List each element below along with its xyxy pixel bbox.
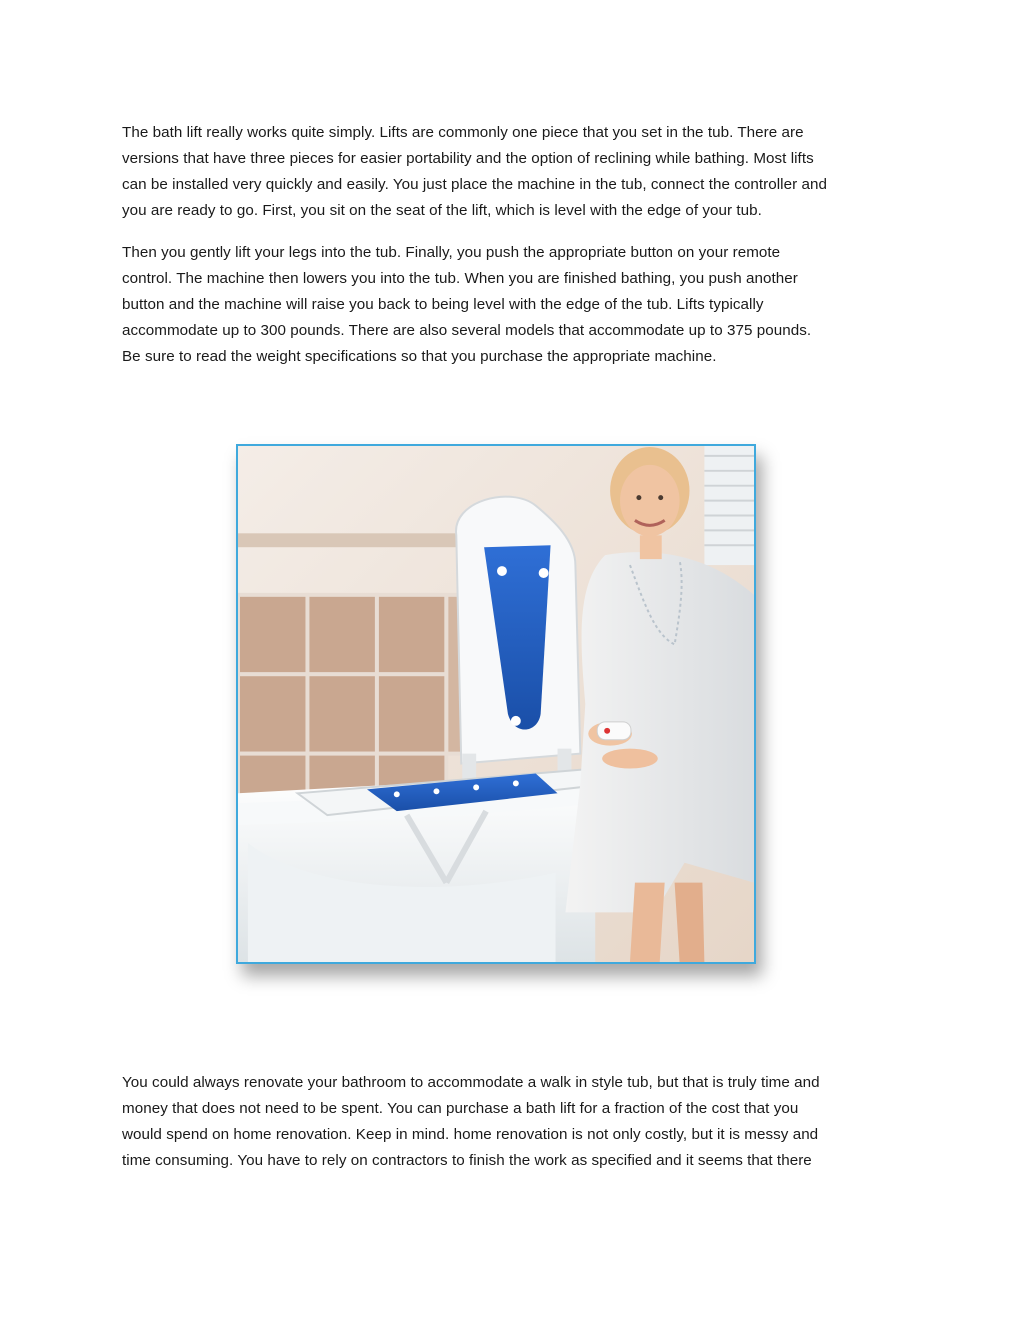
woman-leg — [630, 883, 665, 962]
backrest-screw-icon — [539, 568, 549, 578]
woman-leg — [675, 883, 705, 962]
seat-hole-icon — [394, 791, 400, 797]
woman-eye — [636, 495, 641, 500]
paragraph-how-it-works: The bath lift really works quite simply. Lifts are commonly one piece that you set in the tub. There are versions that have three pieces for easier portability and the option of reclining while bathing. Most lifts can be installed very quickly and easily. You just place the machine in the tub, connect the controller and you are ready to go. First, you sit on the seat of the lift, which is level with the edge of your tub. — [122, 124, 827, 219]
woman-eye — [658, 495, 663, 500]
seat-hole-icon — [513, 780, 519, 786]
woman-neck — [640, 535, 662, 559]
backrest-screw-icon — [497, 566, 507, 576]
remote-control — [597, 722, 631, 740]
paragraph-renovation: You could always renovate your bathroom to accommodate a walk in style tub, but that is truly time and money that does not need to be spent. You can purchase a bath lift for a fraction of the cost that you would spend on home renovation. Keep in mind. home renovation is not only costly, but it is messy and time consuming. You have to rely on contractors to finish the work as specified and it seems that there — [122, 1074, 820, 1169]
bath-lift-illustration — [238, 446, 754, 962]
bath-lift-photo — [236, 444, 756, 964]
seat-hole-icon — [433, 788, 439, 794]
paragraph-usage-steps: Then you gently lift your legs into the tub. Finally, you push the appropriate button on your remote control. The machine then lowers you into the tub. When you are finished bathing, you push another button and the machine will raise you back to being level with the edge of the tub. Lifts typically accommodate up to 300 pounds. There are also several models that accommodate up to 375 pounds. Be sure to read the weight specifications so that you purchase the appropriate machine. — [122, 244, 812, 365]
seat-hole-icon — [473, 784, 479, 790]
window-blind — [704, 446, 754, 565]
woman-hand — [602, 749, 658, 769]
backrest-screw-icon — [511, 716, 521, 726]
remote-button-icon — [604, 728, 610, 734]
